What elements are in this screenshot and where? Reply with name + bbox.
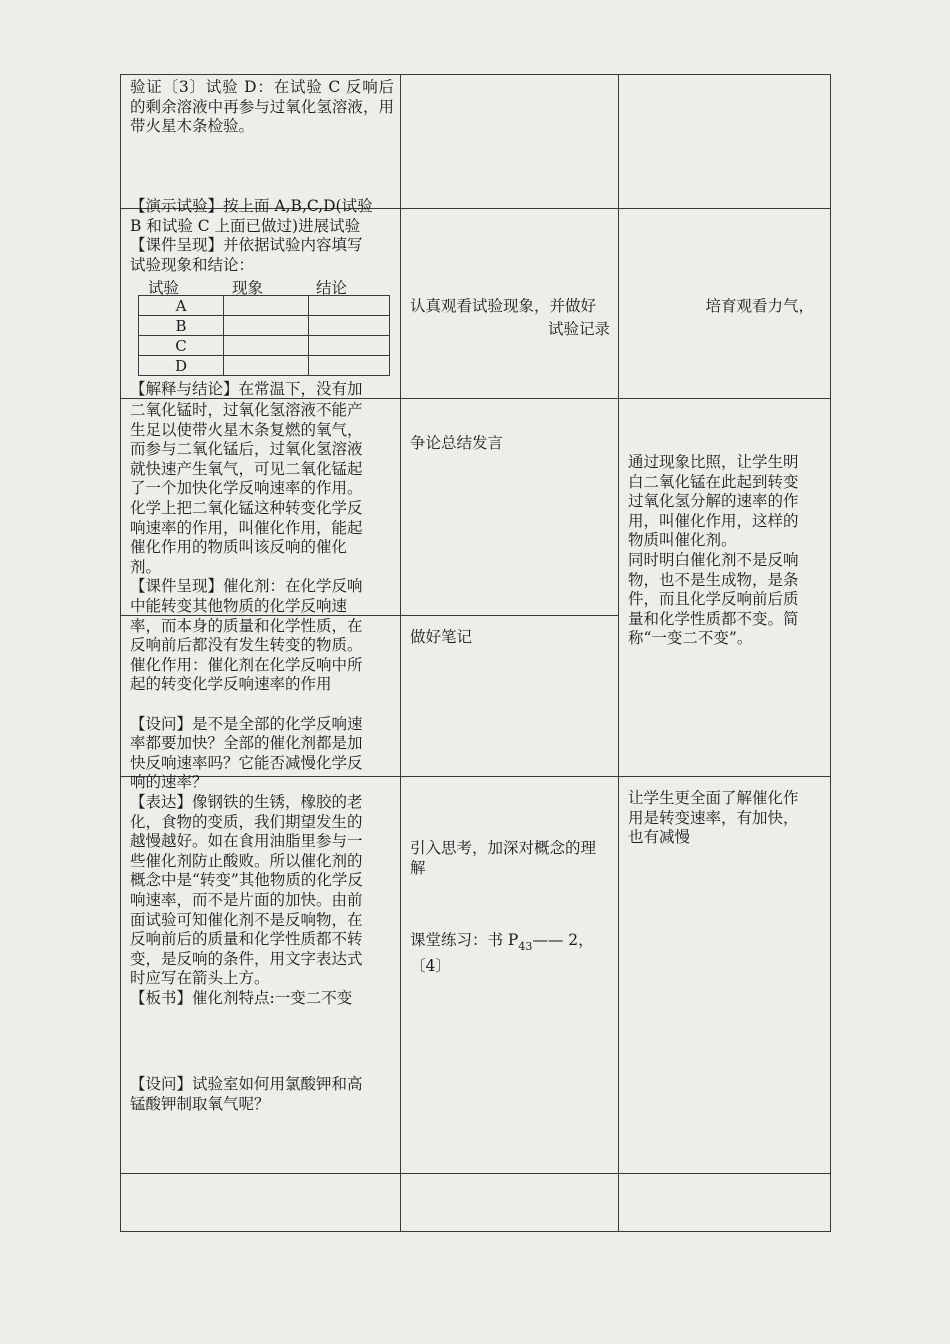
intro-line: 试验现象和结论： [130, 255, 255, 274]
table-border-right [830, 74, 831, 1232]
text-line: 概念中是“转变”其他物质的化学反 [130, 871, 363, 890]
header-conclusion: 结论 [316, 279, 348, 297]
text-line: 【设问】是不是全部的化学反响速 [130, 714, 363, 733]
table-row [139, 356, 390, 376]
table-row [139, 316, 390, 336]
row4-col3-text [628, 789, 822, 848]
table-border-top [120, 74, 831, 75]
text-line: 化学上把二氧化锰这种转变化学反 [130, 498, 363, 517]
experiment-record-table [138, 295, 390, 376]
text-line: 白二氧化锰在此起到转变 [628, 472, 799, 491]
phenomenon-cell[interactable] [224, 316, 309, 336]
text-line: 用，叫催化作用，这样的 [628, 511, 799, 530]
intro-line: 【课件呈现】并依据试验内容填写 [130, 236, 363, 255]
text-line: 变，是反响的条件，用文字表达式 [130, 949, 363, 968]
table-border-left [120, 74, 121, 1232]
text-line: 反响前后的质量和化学性质都不转 [130, 930, 363, 949]
text-line: 认真观看试验现象，并做好 [410, 297, 597, 315]
conclusion-cell[interactable] [309, 336, 390, 356]
text-line: 物，也不是生成物，是条 [628, 570, 799, 589]
row4-col2-thinking [410, 839, 614, 878]
row3-col1-text [130, 401, 392, 793]
text-line: 反响前后都没有发生转变的物质。 [130, 636, 363, 655]
text-line: 通过现象比照，让学生明 [628, 453, 799, 471]
text-line: 二氧化锰时，过氧化氢溶液不能产 [130, 401, 363, 419]
text-line: 件，而且化学反响前后质 [628, 590, 799, 609]
text-line: 响速率的作用，叫催化作用，能起 [130, 518, 363, 537]
col-divider-1 [400, 74, 401, 1232]
intro-line: B 和试验 C 上面已做过)进展试验 [130, 216, 361, 235]
text-line: 引入思考，加深对概念的理 [410, 839, 597, 857]
row-divider-5 [120, 1173, 831, 1174]
text-line: 过氧化氢分解的速率的作 [628, 492, 799, 511]
text-line: 面试验可知催化剂不是反响物，在 [130, 910, 363, 929]
col-divider-2 [618, 74, 619, 1232]
intro-line: 【演示试验】按上面 A,B,C,D(试验 [130, 197, 373, 215]
text-line: 物质叫催化剂。 [628, 531, 737, 550]
text-line: 率都要加快？全部的催化剂都是加 [130, 734, 363, 753]
page-number: 43 [518, 940, 533, 953]
text-line: 催化作用：催化剂在化学反响中所 [130, 655, 363, 674]
text-line: 同时明白催化剂不是反响 [628, 550, 799, 569]
text-line: 【课件呈现】催化剂：在化学反响 [130, 577, 363, 596]
text-line: 响速率，而不是片面的加快。由前 [130, 890, 363, 909]
phenomenon-cell[interactable] [224, 296, 309, 316]
header-experiment: 试验 [148, 279, 180, 297]
text-line: 生足以使带火星木条复燃的氧气， [130, 420, 363, 439]
text-line: 剂。 [130, 557, 162, 576]
header-phenomenon: 现象 [232, 279, 264, 297]
row3-col3-text [628, 453, 822, 649]
table-border-bottom [120, 1231, 831, 1232]
text-line [130, 695, 392, 715]
exercise-line [410, 931, 614, 957]
text-line: 就快速产生氧气，可见二氧化锰起 [130, 459, 363, 478]
conclusion-cell[interactable] [309, 296, 390, 316]
text-line: 了一个加快化学反响速率的作用。 [130, 479, 363, 498]
text-line: 【设问】试验室如何用氯酸钾和高 [130, 1075, 363, 1093]
exercise-prefix: 课堂练习：书 P [410, 931, 519, 949]
conclusion-cell[interactable] [309, 356, 390, 376]
row4-col1-question [130, 1075, 392, 1114]
text-line: 化，食物的变质，我们期望发生的 [130, 812, 363, 831]
text-line: 【表达】像钢铁的生锈，橡胶的老 [130, 793, 363, 811]
text-line: 解 [410, 858, 426, 877]
text-line: 让学生更全面了解催化作 [628, 789, 799, 807]
experiment-label: A [139, 296, 224, 316]
text-line: 率，而本身的质量和化学性质，在 [130, 616, 363, 635]
text-line: 称“一变二不变”。 [628, 629, 753, 648]
table-row [139, 296, 390, 316]
row3-col2-discussion: 争论总结发言 [410, 434, 504, 452]
row3-col2-notes: 做好笔记 [410, 628, 473, 646]
text-line: 也有减慢 [628, 828, 691, 847]
exercise-line-2: 〔4〕 [410, 956, 451, 975]
text-line: 试验记录 [547, 319, 610, 338]
text-line: 些催化剂防止酸败。所以催化剂的 [130, 851, 363, 870]
text-line: 越慢越好。如在食用油脂里参与一 [130, 832, 363, 851]
text-line: 中能转变其他物质的化学反响速 [130, 596, 348, 615]
experiment-label: D [139, 356, 224, 376]
text-line: 锰酸钾制取氧气呢？ [130, 1094, 270, 1113]
text-line: 起的转变化学反响速率的作用 [130, 675, 332, 694]
row2-col3-text: 培育观看力气， [705, 297, 814, 315]
exercise-suffix: —— 2， [532, 931, 594, 949]
text-line: 快反响速率吗？它能否减慢化学反 [130, 753, 363, 772]
text-line: 响的速率？ [130, 773, 208, 792]
text-line: 时应写在箭头上方。 [130, 969, 270, 988]
experiment-label: B [139, 316, 224, 336]
phenomenon-cell[interactable] [224, 336, 309, 356]
row1-col1-text: 验证〔3〕试验 D：在试验 C 反响后的剩余溶液中再参与过氧化氢溶液，用带火星木条检验。 [130, 78, 394, 136]
phenomenon-cell[interactable] [224, 356, 309, 376]
conclusion-cell[interactable] [309, 316, 390, 336]
text-line: 量和化学性质都不变。简 [628, 609, 799, 628]
row2-col2-text [410, 297, 610, 341]
experiment-label: C [139, 336, 224, 356]
row4-col1-text [130, 793, 392, 1009]
text-line: 用是转变速率，有加快， [628, 808, 799, 827]
text-line: 催化作用的物质叫该反响的催化 [130, 538, 348, 557]
row2-col1-intro [130, 197, 398, 275]
table-row [139, 336, 390, 356]
text-line: 而参与二氧化锰后，过氧化氢溶液 [130, 440, 363, 459]
row2-col1-tail: 【解释与结论】在常温下，没有加 [130, 380, 363, 398]
text-line: 【板书】催化剂特点:一变二不变 [130, 988, 353, 1007]
row4-col2-exercise [410, 931, 614, 976]
